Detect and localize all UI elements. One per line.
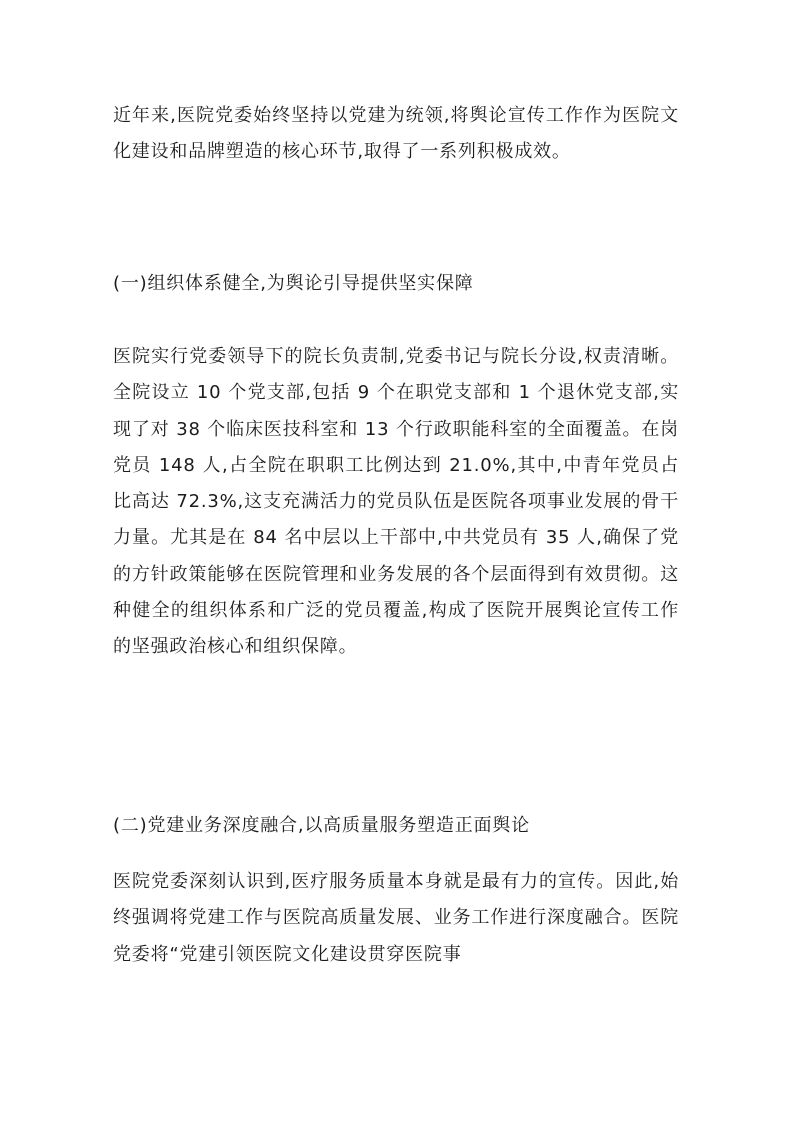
section-1-paragraph: 医院实行党委领导下的院长负责制,党委书记与院长分设,权责清晰。全院设立 10 个党支部,包括 9 个在职党支部和 1 个退休党支部,实现了对 38 个临床医技科室和 13 个行政职能科室的全面覆盖。在岗党员 148 人,占全院在职职工比例达到 21.0%,其中,中青年党员占比高达 72.3%,这支充满活力的党员队伍是医院各项事业发展的骨干力量。尤其是在 84 名中层以上干部中,中共党员有 35 人,确保了党的方针政策能够在医院管理和业务发展的各个层面得到有效贯彻。这种健全的组织体系和广泛的党员覆盖,构成了医院开展舆论宣传工作的坚强政治核心和组织保障。 (113, 346, 679, 658)
section-2-paragraph: 医院党委深刻认识到,医疗服务质量本身就是最有力的宣传。因此,始终强调将党建工作与医院高质量发展、业务工作进行深度融合。医院党委将“党建引领医院文化建设贯穿医院事 (113, 871, 679, 965)
intro-paragraph: 近年来,医院党委始终坚持以党建为统领,将舆论宣传工作作为医院文化建设和品牌塑造的核心环节,取得了一系列积极成效。 (113, 105, 679, 163)
section-heading-1: (一)组织体系健全,为舆论引导提供坚实保障 (113, 273, 474, 294)
section-heading-2: (二)党建业务深度融合,以高质量服务塑造正面舆论 (113, 815, 530, 836)
